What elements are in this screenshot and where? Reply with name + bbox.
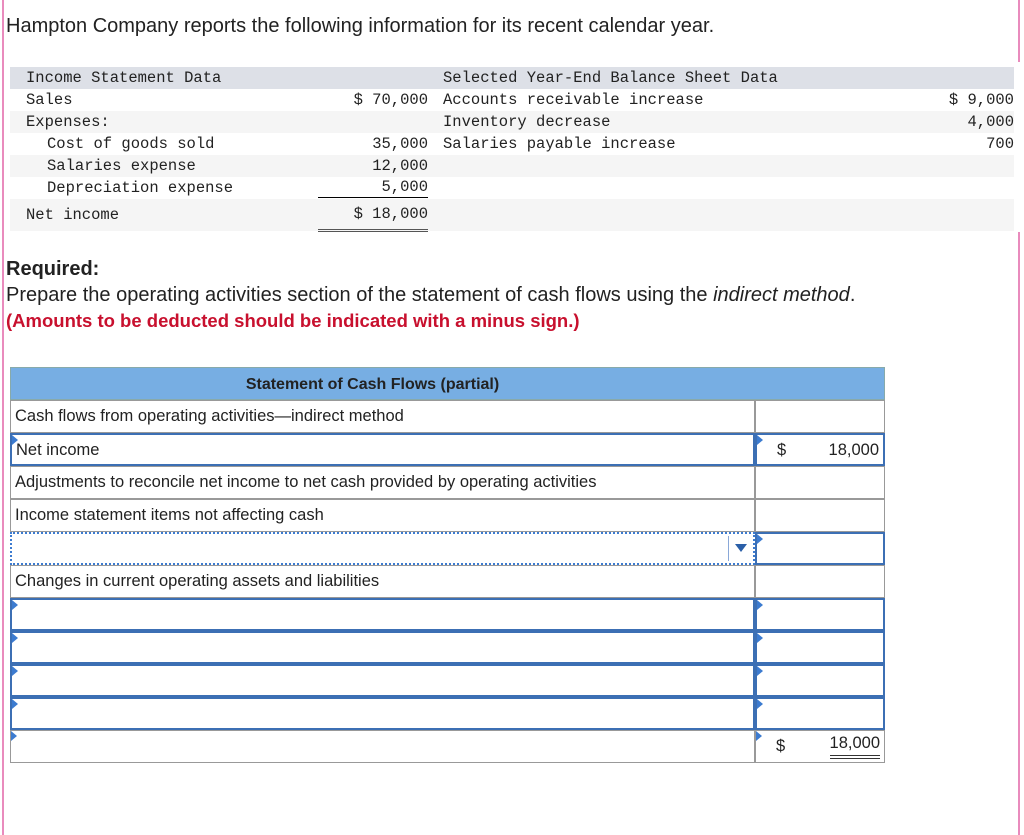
adjustments-label: Adjustments to reconcile net income to net cash provided by operating activities (10, 466, 755, 499)
dropdown-separator (728, 536, 729, 561)
inv-value: 4,000 (967, 113, 1014, 131)
input-marker-icon (12, 600, 18, 610)
input-marker-icon (757, 600, 763, 610)
ni-value: $ 18,000 (318, 199, 428, 232)
net-income-label: Net income (16, 441, 100, 459)
input-marker-icon (757, 699, 763, 709)
change-label-input-1[interactable] (10, 598, 755, 631)
input-marker-icon (756, 731, 762, 741)
empty-cell (755, 400, 885, 433)
expenses-label: Expenses: (26, 113, 110, 131)
ni-label: Net income (26, 206, 120, 224)
input-marker-icon (757, 534, 763, 544)
change-label-input-4[interactable] (10, 697, 755, 730)
sp-label: Salaries payable increase (443, 135, 676, 153)
change-label-input-2[interactable] (10, 631, 755, 664)
input-marker-icon (12, 666, 18, 676)
ar-label: Accounts receivable increase (443, 91, 704, 109)
dep-value: 5,000 (318, 177, 428, 198)
sales-value: $ 70,000 (353, 91, 428, 109)
input-marker-icon (12, 633, 18, 643)
ar-value: $ 9,000 (948, 91, 1014, 109)
noncash-item-dropdown[interactable] (10, 532, 755, 565)
change-label-input-3[interactable] (10, 664, 755, 697)
required-note: (Amounts to be deducted should be indicated with a minus sign.) (6, 310, 580, 331)
input-marker-icon (757, 666, 763, 676)
salaries-label: Salaries expense (47, 157, 196, 175)
change-amount-input-1[interactable] (755, 598, 885, 631)
required-emphasis: indirect method (713, 284, 850, 306)
input-marker-icon (12, 699, 18, 709)
input-marker-icon (11, 731, 17, 741)
cogs-label: Cost of goods sold (47, 135, 215, 153)
changes-label: Changes in current operating assets and liabilities (10, 565, 755, 598)
sales-label: Sales (26, 91, 73, 109)
cogs-value: 35,000 (372, 135, 428, 153)
balance-header: Selected Year-End Balance Sheet Data (443, 69, 778, 87)
salaries-value: 12,000 (372, 157, 428, 175)
sp-value: 700 (986, 135, 1014, 153)
required-text: Prepare the operating activities section of the statement of cash flows using the (6, 284, 714, 306)
change-amount-input-4[interactable] (755, 697, 885, 730)
required-heading: Required: (6, 258, 100, 280)
total-label-input[interactable] (10, 730, 755, 763)
dollar-sign: $ (776, 737, 786, 755)
empty-cell (755, 499, 885, 532)
required-section (6, 256, 855, 334)
change-amount-input-2[interactable] (755, 631, 885, 664)
empty-cell (755, 466, 885, 499)
noncash-amount-input[interactable] (755, 532, 885, 565)
input-marker-icon (12, 435, 18, 445)
chevron-down-icon[interactable] (735, 544, 747, 552)
total-amount (755, 730, 885, 763)
total-value: 18,000 (830, 731, 880, 759)
given-data-table (10, 67, 1014, 231)
net-income-amount: 18,000 (828, 441, 879, 459)
noncash-label: Income statement items not affecting cash (10, 499, 755, 532)
problem-title: Hampton Company reports the following information for its recent calendar year. (6, 15, 715, 37)
net-income-amount-input[interactable] (755, 433, 885, 466)
cash-flow-title: Statement of Cash Flows (partial) (10, 367, 885, 400)
net-income-label-input[interactable] (10, 433, 755, 466)
required-period: . (849, 284, 856, 306)
cash-flow-table (10, 367, 885, 763)
dep-label: Depreciation expense (47, 179, 234, 197)
income-header: Income Statement Data (26, 69, 222, 87)
empty-cell (755, 565, 885, 598)
right-border (1018, 0, 1020, 62)
dollar-sign: $ (777, 441, 787, 459)
section-label: Cash flows from operating activities—indirect method (10, 400, 755, 433)
left-border (2, 0, 4, 835)
right-border (1018, 232, 1020, 835)
inv-label: Inventory decrease (443, 113, 611, 131)
input-marker-icon (757, 633, 763, 643)
change-amount-input-3[interactable] (755, 664, 885, 697)
input-marker-icon (757, 435, 763, 445)
